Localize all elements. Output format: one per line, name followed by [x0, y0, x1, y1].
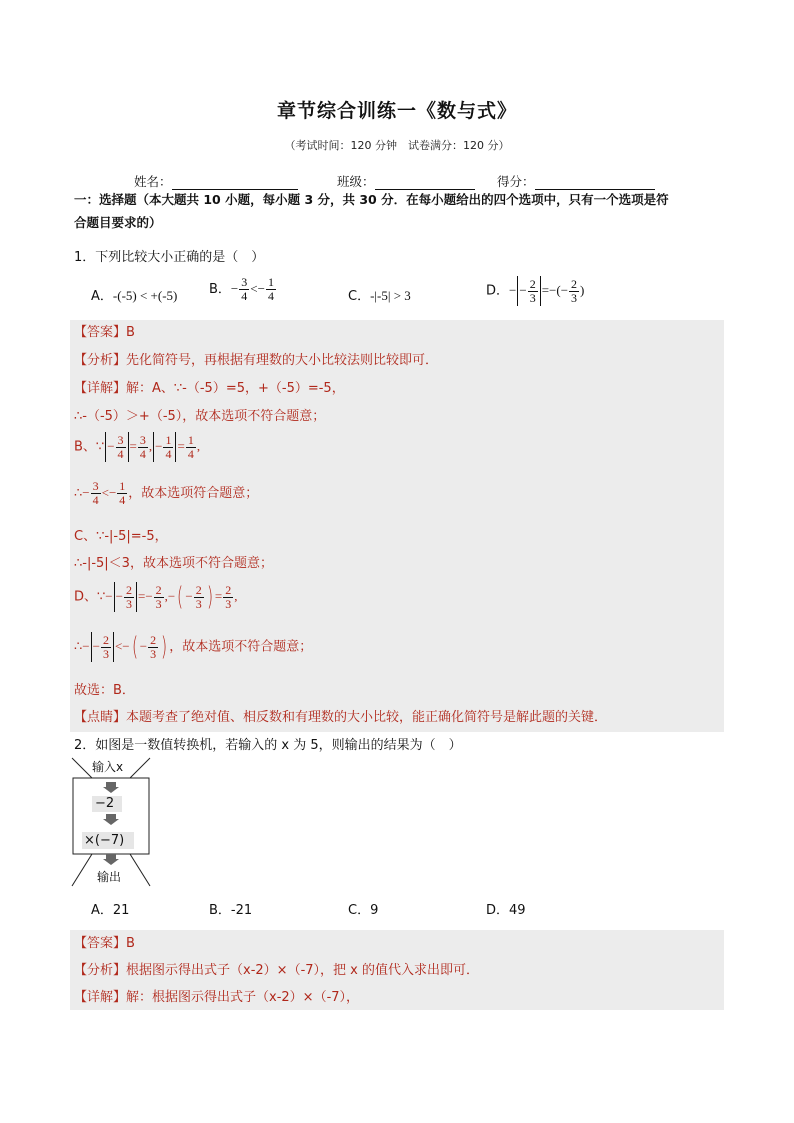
- diagram-step-minus-two: −2: [95, 796, 115, 811]
- diagram-step-times-neg-seven: ×(−7): [84, 833, 125, 848]
- q1-option-a-math: -(-5) < +(-5): [112, 288, 178, 303]
- q1-option-d: D．− − $\frac{2}{3}$ =−(− $\frac{2}{3}$ ): [486, 276, 585, 305]
- q1-option-c-math: -|-5| > 3: [370, 288, 411, 303]
- q2-option-d: D．49: [486, 903, 526, 918]
- q2-analysis-text: 根据图示得出式子（x-2）×（-7），把 x 的值代入求出即可．: [126, 963, 479, 978]
- q2-analysis-tag: 【分析】: [74, 963, 127, 978]
- q2-answer-tag: 【答案】: [74, 936, 127, 951]
- q1-detail-text-1: 解：A、∵-（-5）=5，+（-5）=-5，: [126, 381, 345, 396]
- q2-option-a: A．21: [91, 903, 130, 918]
- q1-detail-d2-suffix: ，故本选项不符合题意；: [169, 639, 313, 655]
- q1-analysis: [74, 349, 438, 368]
- q1-analysis-text: 先化简符号，再根据有理数的大小比较法则比较即可．: [126, 353, 439, 368]
- q1-point-text: 本题考查了绝对值、相反数和有理数的大小比较，能正确化简符号是解此题的关键．: [126, 710, 608, 725]
- q1-detail-b2-suffix: ，故本选项符合题意；: [128, 486, 259, 501]
- q1-detail-line1: [74, 377, 345, 396]
- q2-option-b: B．-21: [209, 903, 253, 918]
- q1-point-tag: 【点睛】: [74, 710, 127, 725]
- q1-detail-c2: ∴-|-5|＜3，故本选项不符合题意；: [74, 556, 273, 571]
- section-heading: [74, 188, 734, 234]
- q1-answer-tag: 【答案】: [74, 325, 127, 340]
- q1-answer: [74, 321, 135, 340]
- q1-option-b: B．− $\frac{3}{4}$ <− $\frac{1}{4}$: [209, 275, 274, 303]
- conversion-machine-diagram: [70, 756, 152, 888]
- q1-option-a: [91, 285, 177, 304]
- q1-analysis-tag: 【分析】: [74, 353, 127, 368]
- q2-detail-tag: 【详解】: [74, 990, 127, 1005]
- section-heading-line2: 合题目要求的）: [74, 215, 162, 230]
- q1-option-a-label: A．: [91, 289, 113, 304]
- question-1-stem: 1．下列比较大小正确的是（ ）: [74, 250, 265, 265]
- q1-detail-line2: ∴-（-5）＞+（-5），故本选项不符合题意；: [74, 409, 326, 424]
- q1-option-c-label: C．: [348, 289, 371, 304]
- q1-option-b-label: B．: [209, 282, 231, 297]
- q1-detail-d1: D、∵− − $\frac{2}{3}$ =− $\frac{2}{3}$ ,−( − $\frac{2}{3}$ ) = $\frac{2}{3}$ ,: [74, 582, 238, 612]
- q1-detail-b1: B、∵ − $\frac{3}{4}$ = $\frac{3}{4}$ , − $\frac{1}{4}$ = $\frac{1}{4}$ ,: [74, 432, 201, 461]
- q1-option-c: [348, 285, 411, 304]
- class-label: 班级：: [337, 174, 375, 189]
- diagram-output-label: 输出: [97, 870, 122, 884]
- q2-detail-text: 解：根据图示得出式子（x-2）×（-7），: [126, 990, 360, 1005]
- q1-point: [74, 706, 607, 725]
- question-2-stem: 2．如图是一数值转换机，若输入的 x 为 5，则输出的结果为（ ）: [74, 738, 462, 753]
- q1-detail-tag: 【详解】: [74, 381, 127, 396]
- q1-conclusion: 故选：B．: [74, 683, 135, 698]
- score-label: 得分：: [497, 174, 535, 189]
- q2-option-c: C．9: [348, 903, 379, 918]
- q2-analysis: [74, 959, 479, 978]
- q1-option-d-label: D．: [486, 283, 510, 299]
- q1-answer-value: B: [126, 325, 135, 340]
- section-heading-line1: 一：选择题（本大题共 10 小题，每小题 3 分，共 30 分．在每小题给出的四个选项中，只有一个选项是符: [74, 192, 669, 207]
- page-title: 章节综合训练一《数与式》: [276, 100, 517, 122]
- q1-detail-d-prefix: D、∵: [74, 589, 106, 605]
- q1-detail-b2: ∴− $\frac{3}{4}$ <− $\frac{1}{4}$ ，故本选项符合题意；: [74, 479, 259, 507]
- q1-detail-b-prefix: B、∵: [74, 439, 105, 455]
- name-label: 姓名：: [134, 174, 172, 189]
- q1-detail-d2: ∴− − $\frac{2}{3}$ <−( − $\frac{2}{3}$ ) ，故本选项不符合题意；: [74, 632, 313, 662]
- q2-answer-value: B: [126, 936, 135, 951]
- exam-info-subtitle: （考试时间：120 分钟 试卷满分：120 分）: [284, 139, 510, 152]
- q2-detail: [74, 986, 359, 1005]
- diagram-input-label: 输入x: [92, 760, 124, 774]
- q2-answer: [74, 932, 135, 951]
- q1-detail-c1: C、∵-|-5|=-5，: [74, 529, 168, 544]
